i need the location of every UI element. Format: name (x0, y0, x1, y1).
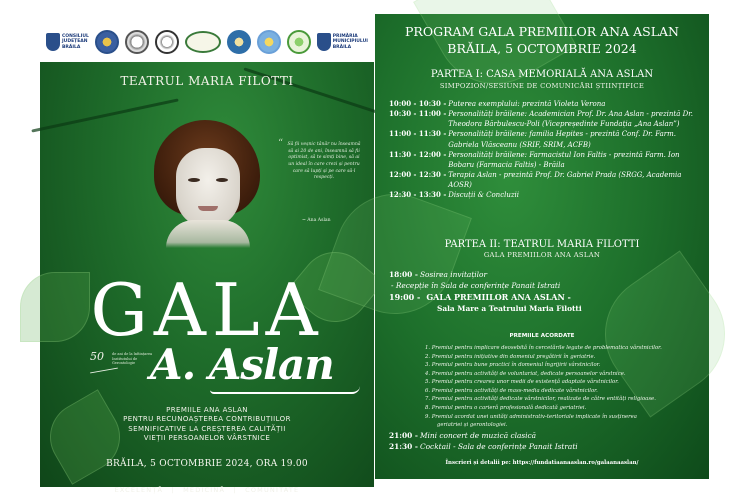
program-title-line: BRĂILA, 5 OCTOMBRIE 2024 (447, 40, 637, 56)
event-date: BRĂILA, 5 OCTOMBRIE 2024, ORA 19.00 (106, 459, 308, 469)
program-title-line: PROGRAM GALA PREMIILOR ANA ASLAN (405, 24, 679, 39)
closing-schedule (389, 430, 695, 452)
awards-description (40, 406, 374, 444)
award-item: 8. Premiul pentru o carieră profesională dedicată geriatriei. (425, 405, 587, 412)
part1-subtitle: SIMPOZION/SESIUNE DE COMUNICĂRI ȘTIINȚIFICE (439, 82, 645, 90)
schedule-row (389, 441, 695, 452)
city-hall-logo (317, 33, 368, 51)
schedule-row (389, 190, 695, 200)
county-council-crest-icon (46, 33, 60, 51)
anniversary-number: 50 (90, 350, 104, 363)
motto-separator: | (233, 486, 237, 494)
schedule-time: 11:30 - 12:00 - (389, 149, 447, 159)
award-item: 1. Premiul pentru implicare deosebită în cercetările legate de problematica vârstnicilor. (425, 345, 662, 351)
schedule-time: 12:00 - 12:30 - (389, 169, 447, 179)
logo-text-line: JUDEȚEAN (62, 39, 88, 45)
program-page (375, 14, 709, 479)
logo-text-line: CONSILIUL (62, 34, 89, 40)
schedule-time: 19:00 - (389, 292, 421, 303)
schedule-desc: Personalități brăilene: Farmacistul Ion Faltis - prezintă Farm. Ion Bobaru (Farmacia Faltis) - Brăila (448, 150, 680, 169)
schedule-desc: Puterea exemplului: prezintă Violeta Verona (448, 100, 606, 108)
city-hall-crest-icon (317, 33, 331, 51)
anniversary-note: de ani de la înființarea Institutului de Gerontologie (112, 352, 153, 366)
schedule-desc: - Recepție în Sala de conferințe Panait Istrati (391, 281, 561, 291)
round-seal-icon-1 (95, 30, 119, 54)
schedule-desc: GALA PREMIILOR ANA ASLAN - (426, 292, 571, 303)
round-seal-icon-2 (125, 30, 149, 54)
part1-schedule (389, 99, 695, 200)
schedule-time: 18:00 - (389, 270, 418, 279)
round-seal-icon-4 (227, 30, 251, 54)
part2-title: PARTEA II: TEATRUL MARIA FILOTTI (444, 239, 640, 250)
schedule-time: 21:00 - (389, 431, 418, 440)
schedule-desc: Terapia Aslan - prezintă Prof. Dr. Gabriel Prada (SRGG, Academia AOSR) (448, 170, 682, 190)
schedule-row (389, 280, 695, 291)
anniversary-flourish (90, 368, 118, 374)
logo-text-line: BRĂILA (62, 44, 81, 50)
schedule-row (389, 269, 695, 280)
award-item: 4. Premiul pentru activități de voluntariat, dedicate persoanelor vârstnice. (425, 370, 626, 377)
round-seal-icon-5 (257, 30, 281, 54)
award-item-continued: geriatriei și gerontologiei. (437, 422, 508, 429)
schedule-row (389, 99, 695, 109)
motto-item: COMUNITATE (245, 486, 300, 494)
awards-list (425, 344, 701, 430)
schedule-row (389, 109, 695, 129)
schedule-row (389, 129, 695, 149)
schedule-desc: Cocktail - Sala de conferințe Panait Istrati (419, 442, 578, 452)
schedule-desc: Sosirea invitaților (419, 270, 488, 279)
schedule-time: 10:00 - 10:30 - (389, 99, 447, 108)
awards-description-line: SEMNIFICATIVE LA CREȘTEREA CALITĂȚII (128, 424, 286, 433)
logo-text-line: PRIMĂRIA (332, 34, 358, 40)
schedule-row (389, 150, 695, 170)
signup-link[interactable]: Înscrieri și detalii pe: https://fundatiaanaaslan.ro/galaanaaslan/ (445, 460, 639, 466)
gala-title: GALA (90, 268, 324, 352)
award-item: 3. Premiul pentru bune practici în domeniul îngrijirii vârstnicilor. (425, 362, 601, 369)
motto (40, 486, 374, 494)
award-item: 6. Premiul pentru activități de mass-media dedicate vârstnicilor. (425, 387, 598, 394)
ana-aslan-portrait (148, 120, 266, 248)
quote-text: Să fii veșnic tânăr nu înseamnă să ai 20 de ani, înseamnă să fii optimist, să te simți bine, să ai un ideal în care crezi și pentru care să lupți și pe care să-l respecți. (287, 142, 361, 181)
schedule-desc: Mini concert de muzică clasică (419, 431, 537, 440)
aslan-signature: A. Aslan (150, 340, 334, 389)
county-council-logo (46, 33, 89, 51)
schedule-row (389, 170, 695, 190)
logo-text-line: BRĂILA (332, 44, 352, 50)
quote-author: ~ Ana Aslan (302, 218, 331, 223)
sponsor-logo-strip (40, 22, 374, 62)
award-item: 5. Premiul pentru crearea unor medii de existență adaptate vârstnicilor. (425, 379, 619, 386)
schedule-time: 12:30 - 13:30 - (389, 190, 447, 200)
awards-description-line: PENTRU RECUNOAȘTEREA CONTRIBUȚIILOR (123, 415, 291, 424)
schedule-desc: Personalități brăilene: Academician Prof. Dr. Ana Aslan - prezintă Dr. Theodora Bărbulescu-Poli (Vicepreședinte Fundația „Ana Aslan”) (448, 110, 694, 129)
motto-item: EXCELENȚĂ (114, 486, 164, 494)
schedule-time: 21:30 - (389, 442, 418, 452)
gala-poster (40, 22, 374, 494)
oval-badge-icon (185, 31, 221, 53)
schedule-desc: Personalități brăilene: familia Hepites - prezintă Conf. Dr. Farm. Gabriela Vlăsceanu (SRIF, SRIM, ACFB) (448, 130, 676, 149)
schedule-desc: Discuții & Concluzii (448, 191, 520, 200)
schedule-time: 11:00 - 11:30 - (389, 129, 447, 139)
green-leaf-logo-icon (287, 30, 311, 54)
signature-flourish (210, 386, 360, 394)
part2-subtitle: GALA PREMIILOR ANA ASLAN (483, 251, 601, 259)
quote-mark-icon: “ (278, 138, 284, 149)
award-item: 2. Premiul pentru inițiative din domeniul pregătirii în geriatrie. (425, 353, 596, 360)
awards-description-line: VIEȚII PERSOANELOR VÂRSTNICE (143, 434, 271, 443)
round-seal-icon-3 (155, 30, 179, 54)
theatre-name: TEATRUL MARIA FILOTTI (120, 74, 294, 88)
schedule-time: 10:30 - 11:00 - (389, 109, 447, 119)
awards-description-line: PREMIILE ANA ASLAN (166, 406, 248, 414)
awards-heading: PREMIILE ACORDATE (509, 333, 575, 339)
award-item: 9. Premiul acordat unei unități administrativ-teritoriale implicate în susținerea (425, 413, 637, 420)
motto-item: MEDICINĂ (183, 486, 226, 494)
part1-title: PARTEA I: CASA MEMORIALĂ ANA ASLAN (430, 69, 654, 80)
part2-schedule (389, 269, 695, 314)
motto-separator: | (171, 486, 175, 494)
logo-text-line: MUNICIPIULUI (332, 39, 368, 45)
program-title (375, 24, 709, 58)
schedule-row (389, 291, 695, 303)
award-item: 7. Premiul pentru activități dedicate vârstnicilor, realizate de către entități religioase. (425, 396, 656, 403)
schedule-row (389, 430, 695, 441)
gala-venue: Sala Mare a Teatrului Maria Filotti (437, 304, 582, 314)
